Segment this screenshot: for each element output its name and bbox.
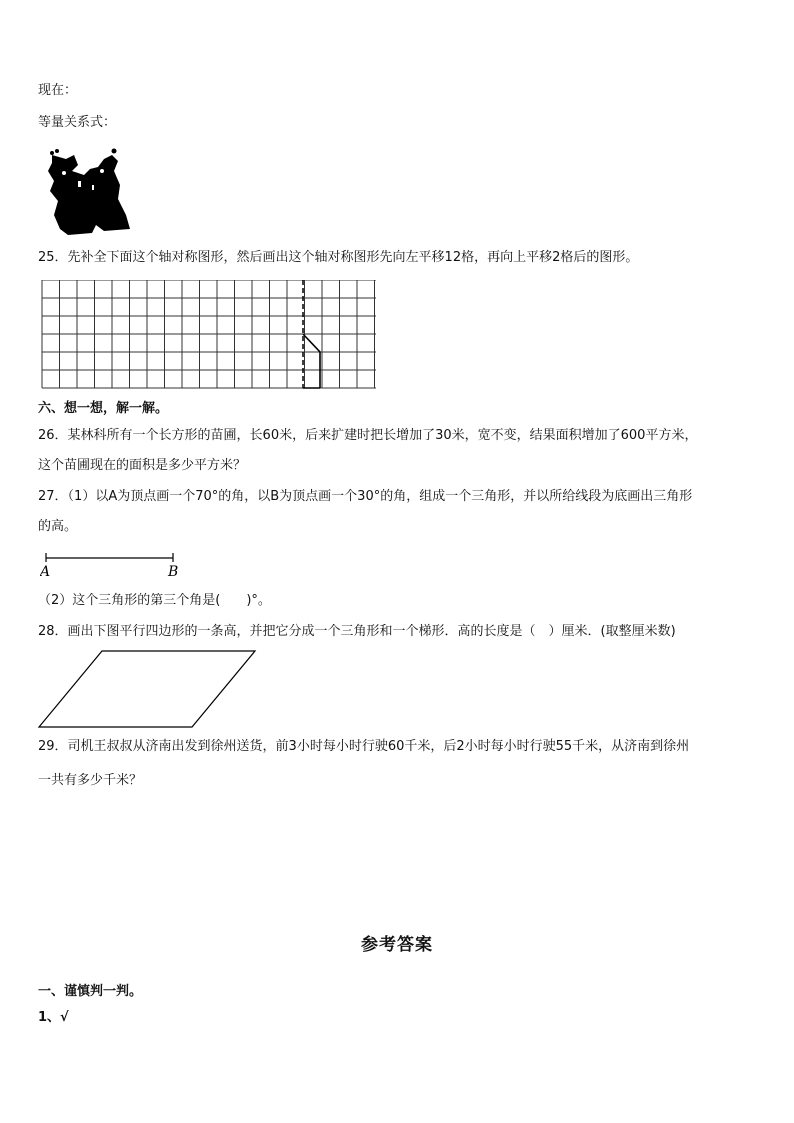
question-27-line2: 的高。 [38, 519, 78, 534]
answer-title: 参考答案 [361, 935, 433, 955]
answer-section-1: 一、谨慎判一判。 [38, 984, 143, 999]
point-a-label: A [40, 564, 51, 580]
question-26-line2: 这个苗圃现在的面积是多少平方米？ [38, 458, 247, 473]
question-29-line2: 一共有多少千米？ [38, 773, 143, 788]
question-25: 25．先补全下面这个轴对称图形，然后画出这个轴对称图形先向左平移12格，再向上平移2格后的图形。 [38, 250, 639, 265]
segment-ab [40, 550, 190, 580]
text-now: 现在： [38, 83, 78, 98]
parallelogram [36, 648, 260, 730]
answer-1: 1、√ [38, 1010, 69, 1025]
question-29-line1: 29．司机王叔叔从济南出发到徐州送货，前3小时每小时行驶60千米，后2小时每小时行驶55千米，从济南到徐州 [38, 739, 690, 754]
square-grid [40, 280, 376, 392]
question-28: 28．画出下图平行四边形的一条高，并把它分成一个三角形和一个梯形．高的长度是（ ）厘米．(取整厘米数) [38, 624, 676, 639]
section-6-title: 六、想一想，解一解。 [38, 401, 169, 416]
point-b-label: B [168, 564, 179, 580]
text-relation: 等量关系式： [38, 115, 117, 130]
question-26-line1: 26．某林科所有一个长方形的苗圃，长60米，后来扩建时把长增加了30米，宽不变，结果面积增加了600平方米， [38, 428, 698, 443]
question-27-part2: （2）这个三角形的第三个角是( )°。 [38, 593, 271, 608]
half-shape [303, 334, 320, 388]
silhouette-figures-image [44, 145, 134, 237]
question-27-line1: 27．（1）以A为顶点画一个70°的角，以B为顶点画一个30°的角，组成一个三角形，并以所给线段为底画出三角形 [38, 489, 693, 504]
